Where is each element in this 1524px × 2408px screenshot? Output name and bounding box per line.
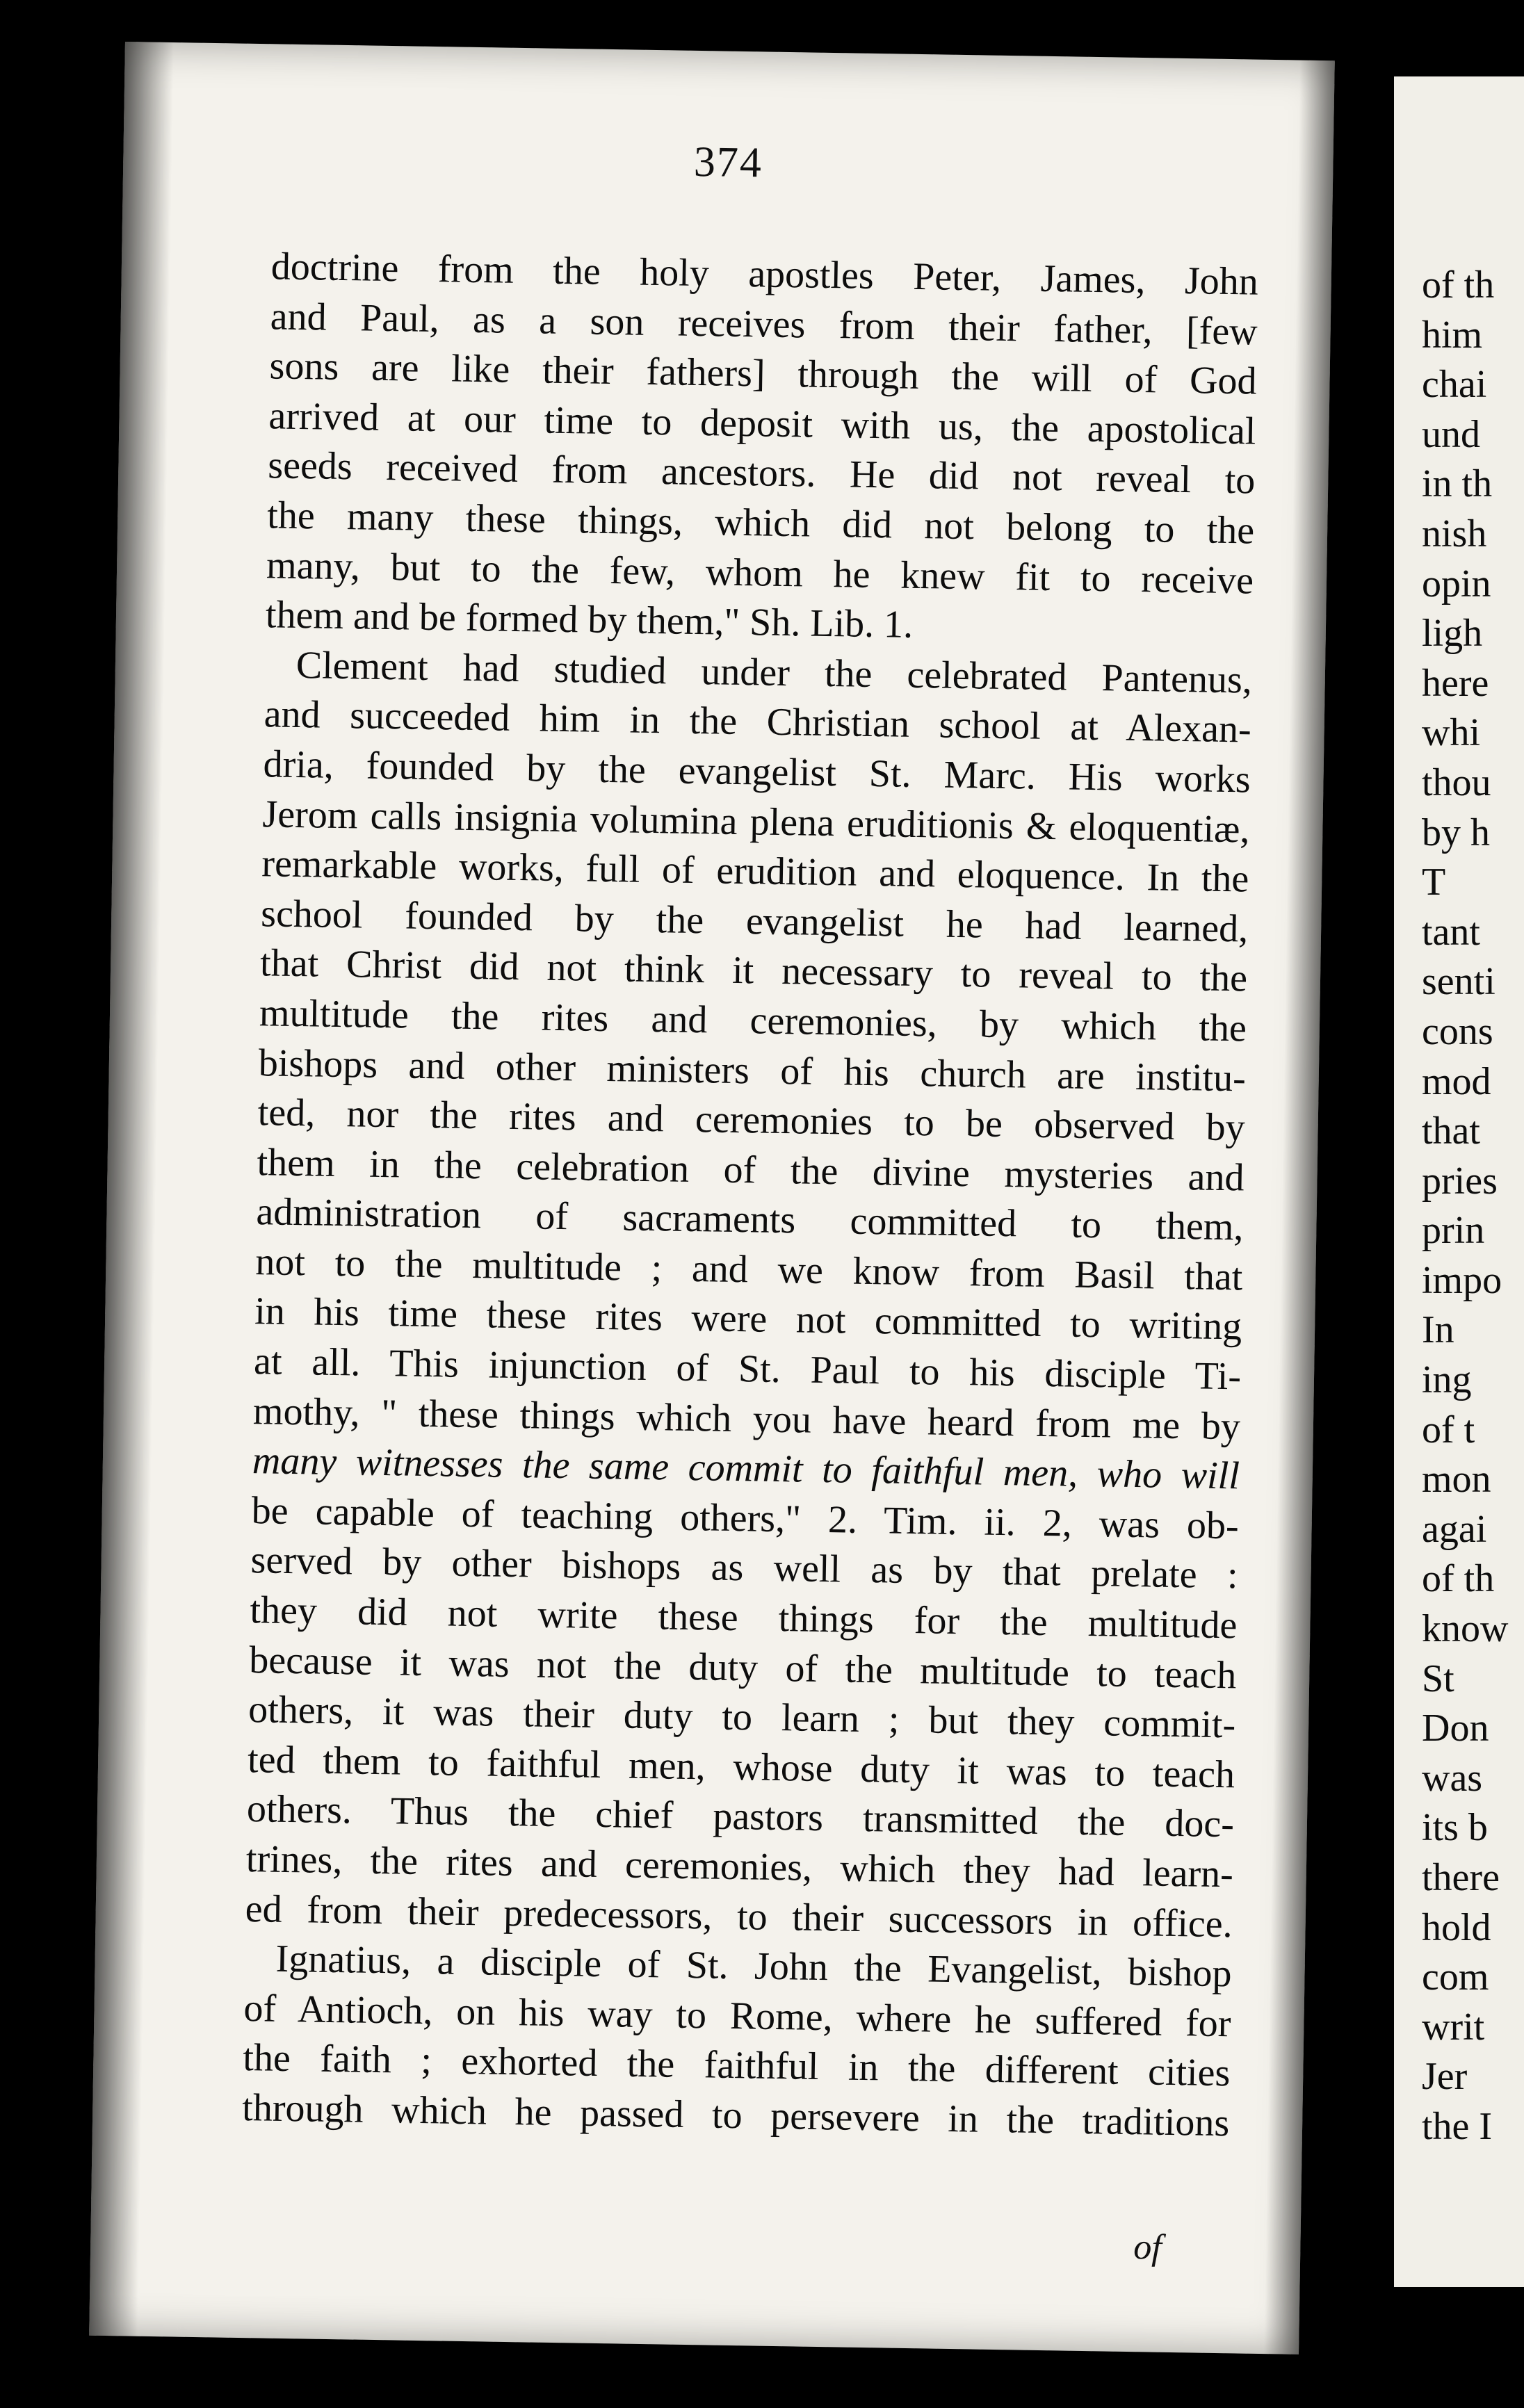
adjacent-line: tant [1422, 910, 1480, 954]
text-line: because it was not the duty of the multitude to teach [248, 1638, 1237, 1698]
adjacent-line: here [1422, 661, 1489, 705]
adjacent-line: com [1422, 1955, 1489, 1999]
adjacent-line: T [1422, 861, 1446, 904]
text-line: ted them to faithful men, whose duty it was to teach [247, 1737, 1235, 1797]
adjacent-line: was [1422, 1756, 1483, 1800]
adjacent-line: the I [1422, 2104, 1493, 2148]
adjacent-line: und [1422, 412, 1480, 456]
text-line: administration of sacraments committed to them, [256, 1190, 1244, 1249]
text-line: bishops and other ministers of his church are institu- [258, 1041, 1247, 1100]
text-line: at all. This injunction of St. Paul to his disciple Ti- [253, 1340, 1242, 1399]
text-line: mothy, " these things which you have heard from me by [252, 1389, 1241, 1449]
adjacent-line: senti [1422, 960, 1495, 1004]
adjacent-line: ing [1422, 1358, 1472, 1402]
text-line: dria, founded by the evangelist St. Marc. His works [263, 742, 1251, 802]
adjacent-line: hold [1422, 1905, 1491, 1949]
text-line: and Paul, as a son receives from their father, [few [270, 294, 1258, 354]
text-line: Ignatius, a disciple of St. John the Evangelist, bishop [275, 1937, 1233, 1996]
adjacent-line: cons [1422, 1009, 1493, 1053]
text-line: ted, nor the rites and ceremonies to be observed by [257, 1091, 1246, 1150]
text-line: multitude the rites and ceremonies, by which the [259, 991, 1247, 1050]
text-line: not to the multitude ; and we know from Basil that [254, 1240, 1243, 1299]
text-line: others, it was their duty to learn ; but they commit- [248, 1688, 1236, 1747]
adjacent-line: chai [1422, 363, 1487, 407]
body-text [242, 242, 1259, 2149]
text-line: ed from their predecessors, to their successors in office. [245, 1887, 1233, 1946]
text-line: served by other bishops as well as by that prelate : [250, 1538, 1239, 1597]
text-line: Clement had studied under the celebrated Pantenus, [295, 643, 1253, 702]
adjacent-line: of t [1422, 1408, 1475, 1451]
text-line: arrived at our time to deposit with us, the apostolical [268, 394, 1256, 453]
adjacent-line: prin [1422, 1209, 1485, 1253]
adjacent-line: In [1422, 1308, 1454, 1352]
adjacent-line: nish [1422, 512, 1487, 555]
adjacent-line: of th [1422, 1557, 1495, 1601]
text-line: that Christ did not think it necessary to reveal to the [259, 941, 1248, 1000]
adjacent-line: of th [1422, 263, 1495, 307]
text-line: the faith ; exhorted the faithful in the different cities [242, 2036, 1231, 2095]
text-line: Jerom calls insignia volumina plena eruditionis & eloquentiæ, [262, 792, 1250, 852]
text-line: them in the celebration of the divine mysteries and [257, 1140, 1245, 1200]
text-line: and succeeded him in the Christian school at Alexan- [264, 692, 1252, 751]
text-line: many, but to the few, whom he knew fit to receive [266, 543, 1254, 603]
adjacent-line: mon [1422, 1458, 1491, 1502]
adjacent-line: Jer [1422, 2055, 1468, 2099]
adjacent-line: mod [1422, 1059, 1491, 1103]
text-line: the many these things, which did not belong to the [266, 494, 1255, 553]
adjacent-page-edge [1394, 76, 1524, 2287]
text-line: many witnesses the same commit to faithful men, who will [252, 1439, 1240, 1498]
adjacent-line: impo [1422, 1258, 1502, 1302]
text-line: seeds received from ancestors. He did not reveal to [267, 444, 1256, 503]
adjacent-line: pries [1422, 1159, 1498, 1203]
adjacent-line: its b [1422, 1806, 1488, 1850]
adjacent-line: opin [1422, 562, 1491, 605]
adjacent-line: ligh [1422, 612, 1483, 656]
adjacent-line: St [1422, 1657, 1454, 1700]
adjacent-line: there [1422, 1856, 1500, 1899]
adjacent-line: whi [1422, 711, 1480, 755]
text-line: of Antioch, on his way to Rome, where he suffered for [243, 1986, 1231, 2046]
text-line: trines, the rites and ceremonies, which they had learn- [245, 1837, 1234, 1896]
text-line: they did not write these things for the multitude [250, 1588, 1238, 1648]
text-line: doctrine from the holy apostles Peter, James, John [270, 245, 1259, 304]
book-page [89, 42, 1335, 2354]
adjacent-line: Don [1422, 1707, 1489, 1750]
text-line: them and be formed by them," Sh. Lib. 1. [265, 593, 914, 647]
text-line: sons are like their fathers] through the will of God [269, 344, 1258, 403]
adjacent-line: in th [1422, 462, 1493, 506]
catchword: of [1133, 2227, 1162, 2268]
text-line: in his time these rites were not committed to writing [254, 1290, 1242, 1349]
text-line: through which he passed to persevere in the traditions [241, 2085, 1230, 2145]
adjacent-line: agai [1422, 1507, 1487, 1551]
adjacent-page-text [1394, 261, 1524, 2152]
adjacent-line: that [1422, 1109, 1480, 1153]
page-number: 374 [693, 138, 763, 187]
adjacent-line: know [1422, 1607, 1509, 1651]
text-line: be capable of teaching others," 2. Tim. ii. 2, was ob- [251, 1488, 1240, 1548]
adjacent-line: writ [1422, 2005, 1485, 2049]
text-line: remarkable works, full of erudition and eloquence. In the [261, 842, 1249, 901]
adjacent-line: him [1422, 313, 1483, 357]
text-line: school founded by the evangelist he had learned, [260, 891, 1249, 951]
adjacent-line: by h [1422, 811, 1490, 854]
adjacent-line: thou [1422, 760, 1491, 804]
text-line: others. Thus the chief pastors transmitted the doc- [246, 1787, 1235, 1846]
